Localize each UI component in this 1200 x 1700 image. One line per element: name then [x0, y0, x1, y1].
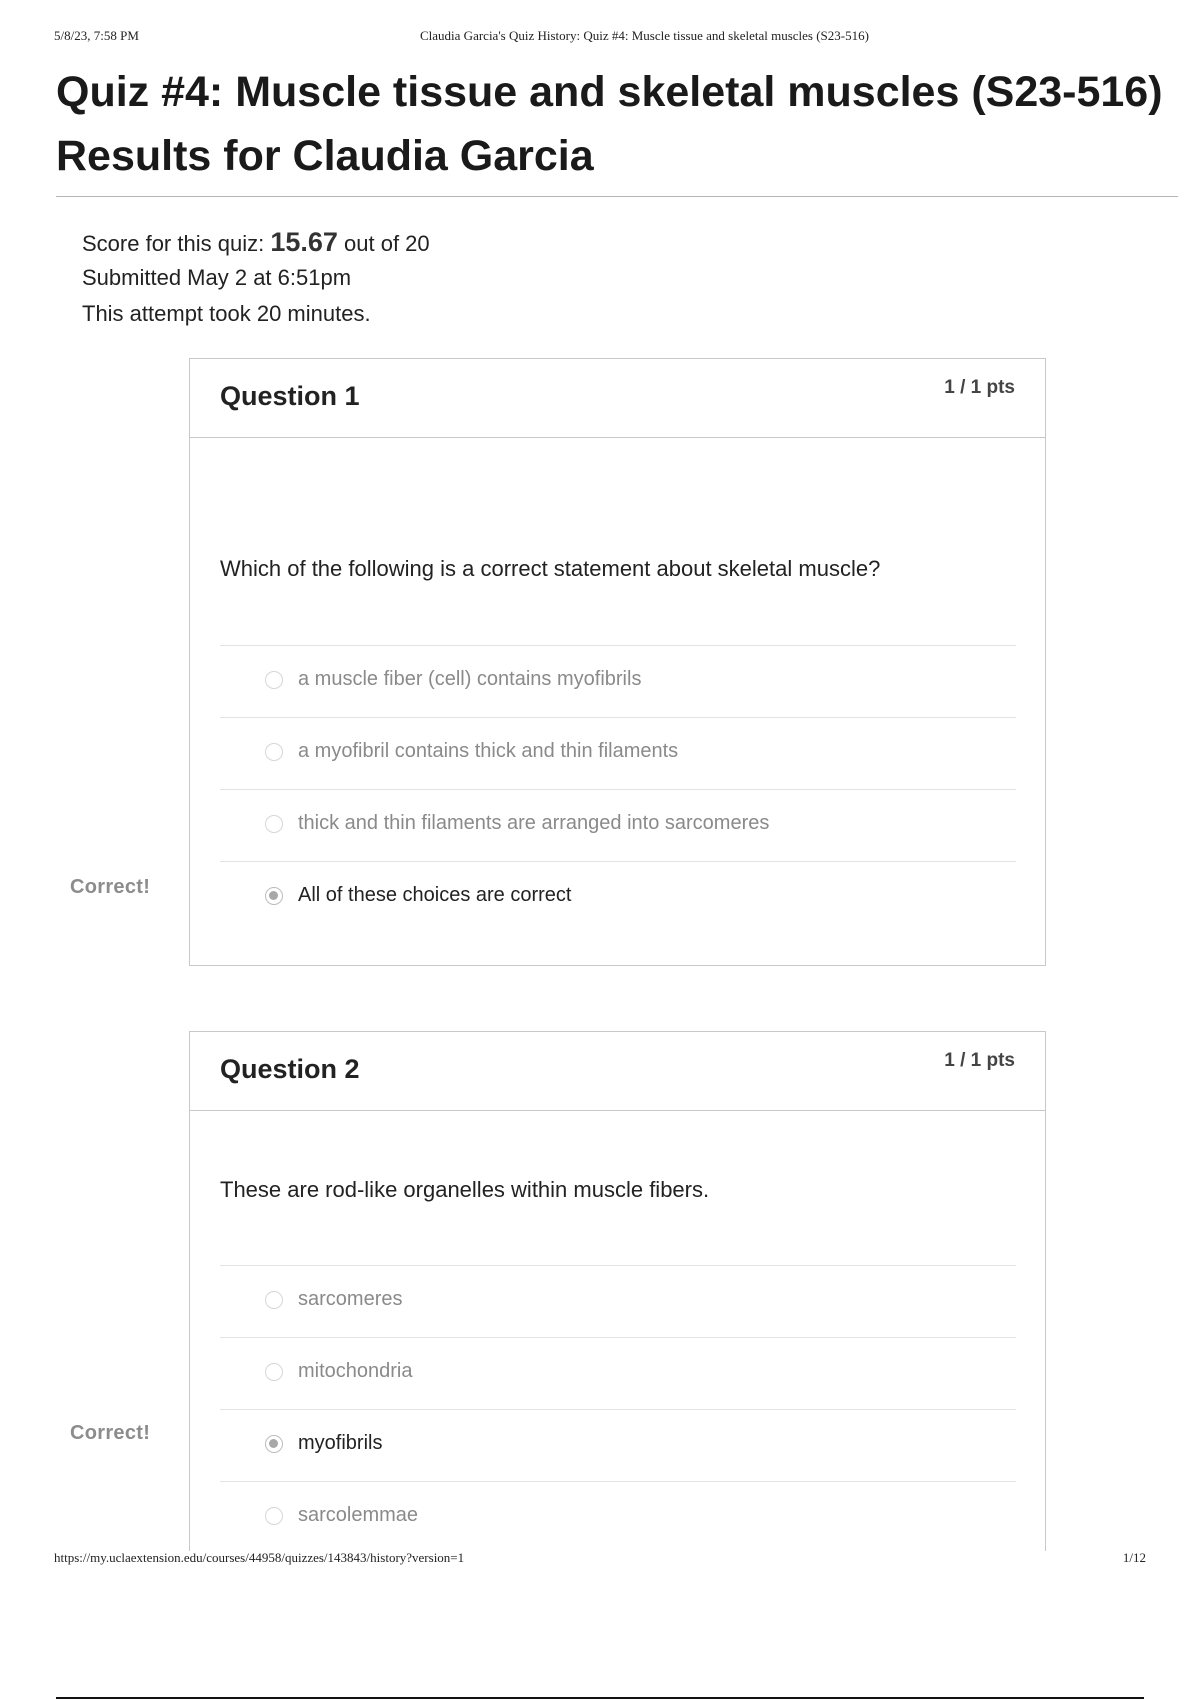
answer-option[interactable]: [220, 789, 1016, 861]
answer-option-selected[interactable]: [220, 861, 1016, 933]
score-suffix: out of 20: [344, 231, 430, 256]
answer-option[interactable]: [220, 1481, 1016, 1553]
answer-label: All of these choices are correct: [298, 884, 572, 906]
question-points: 1 / 1 pts: [944, 1050, 1015, 1071]
question-card: [189, 1031, 1046, 1551]
correct-indicator: Correct!: [70, 876, 151, 898]
answer-option[interactable]: [220, 717, 1016, 789]
page-bottom-divider: [56, 1697, 1144, 1699]
question-title: Question 1: [220, 381, 360, 411]
submitted-time: Submitted May 2 at 6:51pm: [82, 265, 352, 290]
title-divider: [56, 196, 1178, 197]
answer-option[interactable]: [220, 1337, 1016, 1409]
score-value: 15.67: [270, 227, 338, 257]
correct-indicator: Correct!: [70, 1422, 151, 1444]
print-doc-title: Claudia Garcia's Quiz History: Quiz #4: Muscle tissue and skeletal muscles (S23-516): [420, 28, 869, 43]
question-header: [190, 1032, 1045, 1111]
answer-label: myofibrils: [298, 1432, 383, 1454]
answer-label: sarcomeres: [298, 1288, 403, 1310]
page-title: [56, 60, 1176, 188]
radio-selected-icon[interactable]: [265, 1435, 283, 1453]
quiz-summary: [82, 224, 430, 332]
answer-list: [220, 1265, 1016, 1553]
radio-icon[interactable]: [265, 671, 283, 689]
radio-icon[interactable]: [265, 1507, 283, 1525]
answer-label: sarcolemmae: [298, 1504, 419, 1526]
answer-label: a myofibril contains thick and thin filaments: [298, 740, 679, 762]
answer-label: thick and thin filaments are arranged into sarcomeres: [298, 812, 770, 834]
question-header: [190, 359, 1045, 438]
print-footer: [54, 1550, 1146, 1570]
answer-option-selected[interactable]: [220, 1409, 1016, 1481]
attempt-duration: This attempt took 20 minutes.: [82, 301, 371, 326]
radio-icon[interactable]: [265, 815, 283, 833]
answer-label: mitochondria: [298, 1360, 413, 1382]
radio-icon[interactable]: [265, 743, 283, 761]
question-points: 1 / 1 pts: [944, 377, 1015, 398]
answer-option[interactable]: [220, 645, 1016, 717]
results-for-title: Results for Claudia Garcia: [56, 132, 594, 180]
page-number: 1/12: [1122, 1550, 1146, 1565]
print-header: [54, 28, 1146, 48]
quiz-title: Quiz #4: Muscle tissue and skeletal muscles (S23-516): [56, 68, 1163, 116]
answer-list: [220, 645, 1016, 933]
radio-icon[interactable]: [265, 1291, 283, 1309]
question-title: Question 2: [220, 1054, 360, 1084]
question-text: These are rod-like organelles within muscle fibers.: [220, 1177, 710, 1202]
radio-icon[interactable]: [265, 1363, 283, 1381]
score-row: [82, 224, 430, 260]
print-datetime: 5/8/23, 7:58 PM: [54, 28, 139, 43]
question-text: Which of the following is a correct statement about skeletal muscle?: [220, 556, 881, 581]
score-prefix: Score for this quiz:: [82, 231, 265, 256]
print-url: https://my.uclaextension.edu/courses/44958/quizzes/143843/history?version=1: [54, 1550, 465, 1565]
answer-option[interactable]: [220, 1265, 1016, 1337]
radio-selected-icon[interactable]: [265, 887, 283, 905]
question-card: [189, 358, 1046, 966]
answer-label: a muscle fiber (cell) contains myofibrils: [298, 668, 642, 690]
